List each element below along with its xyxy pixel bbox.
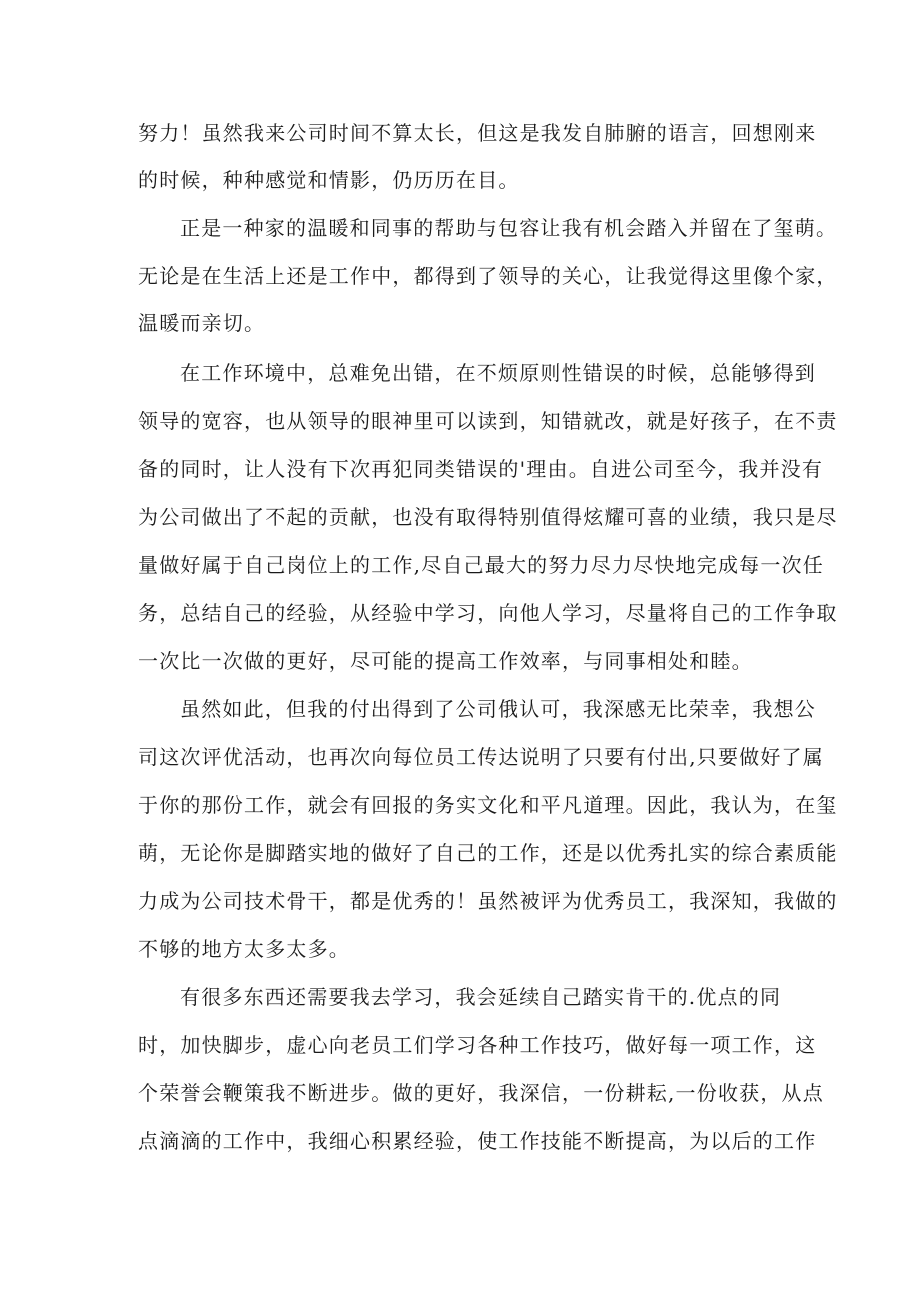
text-line: 备的同时，让人没有下次再犯同类错误的'理由。自进公司至今，我并没有 — [138, 457, 824, 481]
text-line: 点滴滴的工作中，我细心积累经验，使工作技能不断提高，为以后的工作 — [138, 1129, 817, 1153]
paragraph-start-line: 在工作环境中，总难免出错，在不烦原则性错误的时候，总能够得到 — [180, 361, 816, 385]
text-line: 的时候，种种感觉和情影，仍历历在目。 — [138, 168, 520, 192]
text-line: 务，总结自己的经验，从经验中学习，向他人学习，尽量将自己的工作争取 — [138, 601, 838, 625]
text-line: 司这次评优活动，也再次向每位员工传达说明了只要有付出,只要做好了属 — [138, 745, 824, 769]
text-line: 一次比一次做的更好，尽可能的提高工作效率，与同事相处和睦。 — [138, 649, 753, 673]
text-line: 萌，无论你是脚踏实地的做好了自己的工作，还是以优秀扎实的综合素质能 — [138, 841, 838, 865]
text-line: 无论是在生活上还是工作中，都得到了领导的关心，让我觉得这里像个家， — [138, 264, 838, 288]
paragraph-start-line: 有很多东西还需要我去学习，我会延续自己踏实肯干的.优点的同 — [180, 985, 782, 1009]
text-line: 时，加快脚步，虚心向老员工们学习各种工作技巧，做好每一项工作，这 — [138, 1033, 817, 1057]
text-line: 个荣誉会鞭策我不断进步。做的更好，我深信，一份耕耘,一份收获，从点 — [138, 1081, 824, 1105]
text-line: 量做好属于自己岗位上的工作,尽自己最大的努力尽力尽快地完成每一次任 — [138, 553, 824, 577]
text-line: 领导的宽容，也从领导的眼神里可以读到，知错就改，就是好孩子，在不责 — [138, 409, 838, 433]
text-line: 力成为公司技术骨干，都是优秀的！虽然被评为优秀员工，我深知，我做的 — [138, 889, 838, 913]
paragraph-start-line: 正是一种家的温暖和同事的帮助与包容让我有机会踏入并留在了玺萌。 — [180, 216, 838, 240]
text-line: 努力！虽然我来公司时间不算太长，但这是我发自肺腑的语言，回想刚来 — [138, 121, 817, 145]
text-line: 于你的那份工作，就会有回报的务实文化和平凡道理。因此，我认为，在玺 — [138, 793, 838, 817]
paragraph-start-line: 虽然如此，但我的付出得到了公司俄认可，我深感无比荣幸，我想公 — [180, 697, 816, 721]
text-line: 温暖而亲切。 — [138, 311, 266, 335]
text-line: 不够的地方太多太多。 — [138, 937, 350, 961]
text-line: 为公司做出了不起的贡献，也没有取得特别值得炫耀可喜的业绩，我只是尽 — [138, 505, 838, 529]
